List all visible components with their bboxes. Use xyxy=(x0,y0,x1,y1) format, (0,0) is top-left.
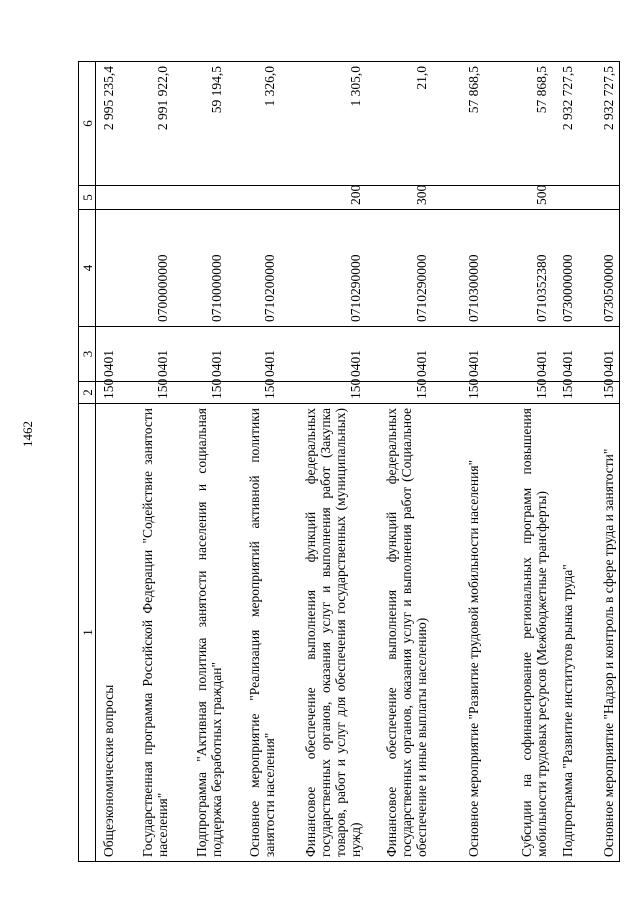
row-section: 0401 xyxy=(552,327,578,382)
row-section: 0401 xyxy=(432,327,484,382)
table-row xyxy=(280,62,366,862)
row-target xyxy=(96,210,119,327)
row-target: 0700000000 xyxy=(119,210,173,327)
row-kind xyxy=(173,186,227,210)
row-amount: 59 194,5 xyxy=(173,62,227,186)
row-section: 0401 xyxy=(484,327,552,382)
row-name: Основное мероприятие "Развитие трудовой мобильности населения" xyxy=(432,404,484,862)
row-ministry: 150 xyxy=(96,382,119,404)
table-row xyxy=(173,62,227,862)
row-name: Подпрограмма "Активная политика занятости населения и социальная поддержка безработных граждан" xyxy=(173,404,227,862)
row-amount: 2 991 922,0 xyxy=(119,62,173,186)
row-section: 0401 xyxy=(173,327,227,382)
row-section: 0401 xyxy=(578,327,620,382)
table-row xyxy=(432,62,484,862)
row-ministry: 150 xyxy=(173,382,227,404)
col-header-4: 4 xyxy=(79,210,96,327)
row-ministry: 150 xyxy=(227,382,280,404)
row-ministry: 150 xyxy=(484,382,552,404)
row-name: Финансовое обеспечение выполнения функций федеральных государственных органов, оказания услуг и выполнения работ (Социальное обеспечение и иные выплаты населению) xyxy=(366,404,432,862)
row-section: 0401 xyxy=(227,327,280,382)
col-header-2: 2 xyxy=(79,382,96,404)
header-row xyxy=(79,62,96,862)
table-row xyxy=(96,62,119,862)
row-kind xyxy=(432,186,484,210)
row-target: 0730500000 xyxy=(578,210,620,327)
row-target: 0730000000 xyxy=(552,210,578,327)
table-row xyxy=(119,62,173,862)
row-section: 0401 xyxy=(96,327,119,382)
row-ministry: 150 xyxy=(119,382,173,404)
col-header-3: 3 xyxy=(79,327,96,382)
row-kind xyxy=(552,186,578,210)
col-header-1: 1 xyxy=(79,404,96,862)
row-kind xyxy=(578,186,620,210)
row-target: 0710000000 xyxy=(173,210,227,327)
row-kind: 300 xyxy=(366,186,432,210)
row-kind xyxy=(96,186,119,210)
row-name: Подпрограмма "Развитие институтов рынка труда" xyxy=(552,404,578,862)
page-number: 1462 xyxy=(20,421,35,447)
row-amount: 21,0 xyxy=(366,62,432,186)
row-amount: 1 305,0 xyxy=(280,62,366,186)
row-section: 0401 xyxy=(366,327,432,382)
row-kind xyxy=(227,186,280,210)
row-section: 0401 xyxy=(119,327,173,382)
row-target: 0710290000 xyxy=(280,210,366,327)
col-header-6: 6 xyxy=(79,62,96,186)
table-row xyxy=(578,62,620,862)
row-ministry: 150 xyxy=(578,382,620,404)
row-amount: 57 868,5 xyxy=(484,62,552,186)
row-target: 0710200000 xyxy=(227,210,280,327)
row-name: Основное мероприятие "Надзор и контроль в сфере труда и занятости" xyxy=(578,404,620,862)
row-amount: 1 326,0 xyxy=(227,62,280,186)
row-target: 0710352380 xyxy=(484,210,552,327)
row-section: 0401 xyxy=(280,327,366,382)
table-row xyxy=(227,62,280,862)
row-ministry: 150 xyxy=(432,382,484,404)
row-target: 0710290000 xyxy=(366,210,432,327)
row-kind: 500 xyxy=(484,186,552,210)
row-amount: 57 868,5 xyxy=(432,62,484,186)
row-kind xyxy=(119,186,173,210)
col-header-5: 5 xyxy=(79,186,96,210)
row-ministry: 150 xyxy=(280,382,366,404)
table-row xyxy=(484,62,552,862)
row-name: Финансовое обеспечение выполнения функций федеральных государственных органов, оказания услуг и выполнения работ (Закупка товаров, работ и услуг для обеспечения государственных (муниципальных) нужд) xyxy=(280,404,366,862)
rotated-page xyxy=(78,62,616,862)
row-ministry: 150 xyxy=(366,382,432,404)
table-row xyxy=(552,62,578,862)
row-amount: 2 932 727,5 xyxy=(552,62,578,186)
row-kind: 200 xyxy=(280,186,366,210)
row-name: Общеэкономические вопросы xyxy=(96,404,119,862)
row-amount: 2 932 727,5 xyxy=(578,62,620,186)
row-target: 0710300000 xyxy=(432,210,484,327)
row-amount: 2 995 235,4 xyxy=(96,62,119,186)
table-row xyxy=(366,62,432,862)
row-ministry: 150 xyxy=(552,382,578,404)
budget-table xyxy=(78,61,620,862)
row-name: Основное мероприятие "Реализация мероприятий активной политики занятости населения" xyxy=(227,404,280,862)
row-name: Государственная программа Российской Федерации "Содействие занятости населения" xyxy=(119,404,173,862)
row-name: Субсидии на софинансирование региональных программ повышения мобильности трудовых ресурсов (Межбюджетные трансферты) xyxy=(484,404,552,862)
